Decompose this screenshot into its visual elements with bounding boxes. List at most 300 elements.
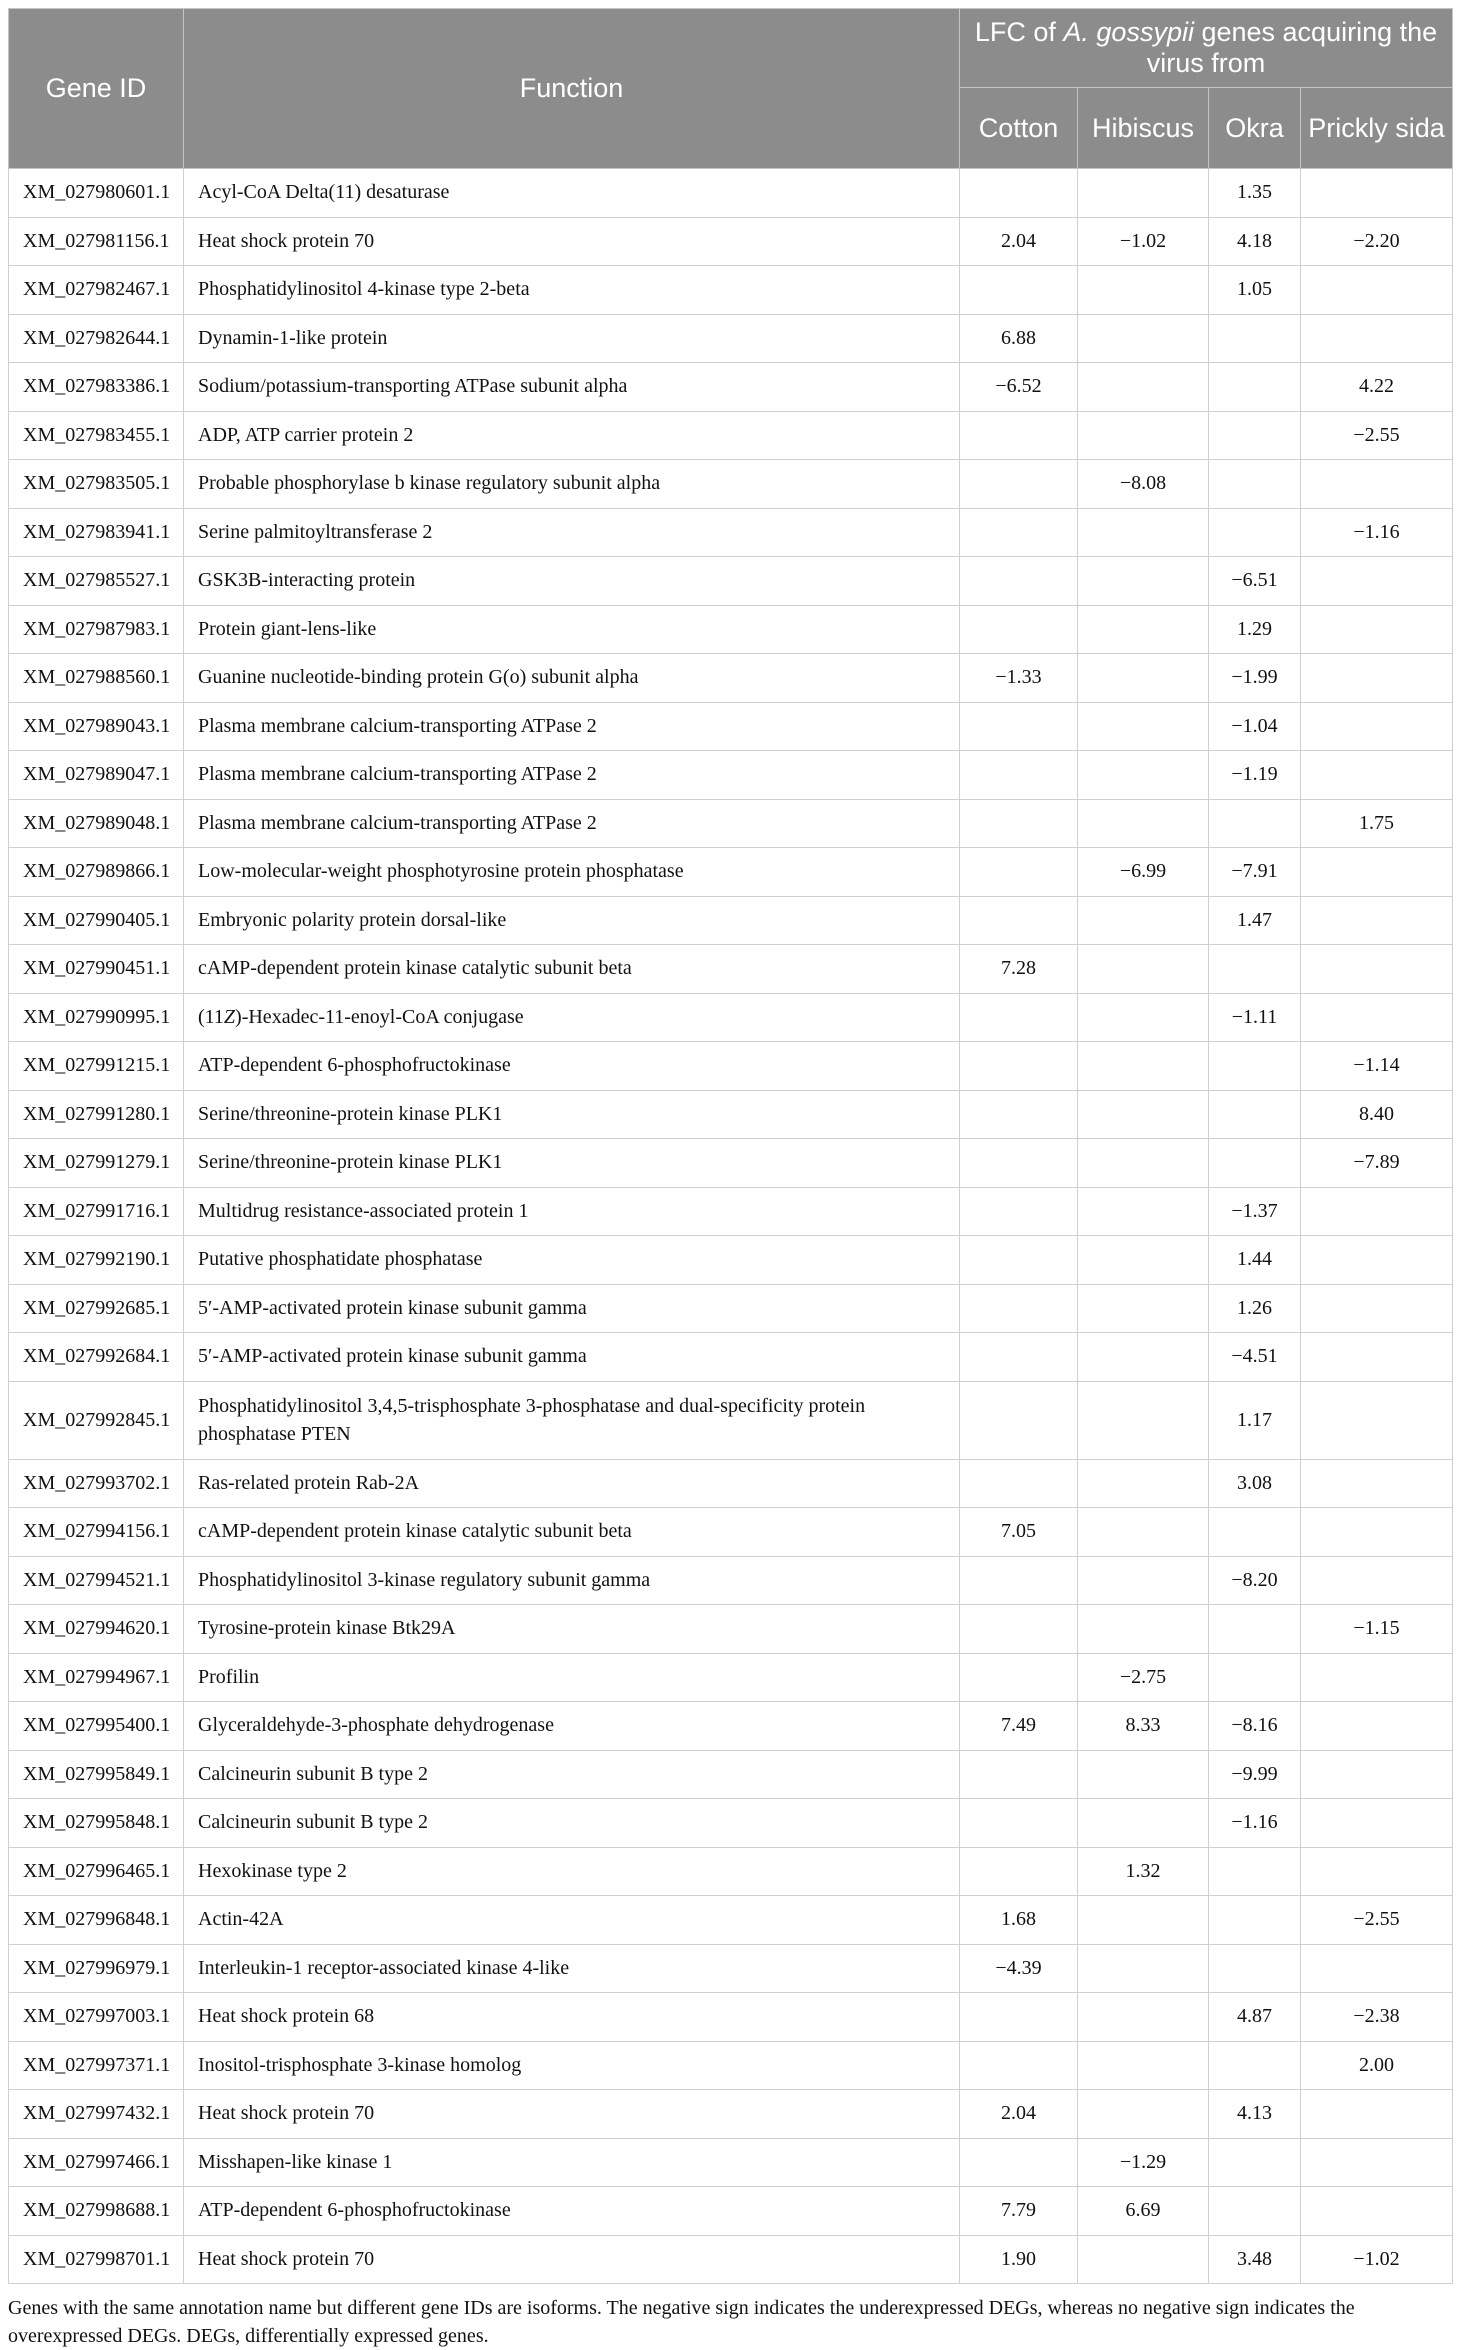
gene-id-cell: XM_027991716.1 <box>9 1187 184 1236</box>
hibiscus-lfc-cell <box>1078 1605 1209 1654</box>
function-cell: Plasma membrane calcium-transporting ATPase 2 <box>184 702 960 751</box>
function-cell: Guanine nucleotide-binding protein G(o) subunit alpha <box>184 654 960 703</box>
okra-lfc-cell <box>1209 1139 1301 1188</box>
cotton-lfc-cell <box>960 169 1078 218</box>
header-prickly-sida: Prickly sida <box>1301 88 1453 169</box>
cotton-lfc-cell: 7.28 <box>960 945 1078 994</box>
table-row <box>9 217 1453 266</box>
hibiscus-lfc-cell <box>1078 1139 1209 1188</box>
table-row <box>9 411 1453 460</box>
okra-lfc-cell <box>1209 2187 1301 2236</box>
gene-id-cell: XM_027992685.1 <box>9 1284 184 1333</box>
function-cell: Heat shock protein 68 <box>184 1993 960 2042</box>
cotton-lfc-cell: 1.90 <box>960 2235 1078 2284</box>
hibiscus-lfc-cell <box>1078 169 1209 218</box>
function-italic-text: Z <box>223 1005 236 1028</box>
cotton-lfc-cell <box>960 751 1078 800</box>
prickly-sida-lfc-cell <box>1301 266 1453 315</box>
cotton-lfc-cell <box>960 508 1078 557</box>
cotton-lfc-cell <box>960 702 1078 751</box>
okra-lfc-cell <box>1209 945 1301 994</box>
hibiscus-lfc-cell <box>1078 605 1209 654</box>
header-lfc-suffix: genes acquiring the virus from <box>1146 17 1438 79</box>
okra-lfc-cell: 3.08 <box>1209 1459 1301 1508</box>
gene-id-cell: XM_027997432.1 <box>9 2090 184 2139</box>
prickly-sida-lfc-cell <box>1301 1702 1453 1751</box>
function-cell: Embryonic polarity protein dorsal-like <box>184 896 960 945</box>
table-row <box>9 557 1453 606</box>
function-cell: Ras-related protein Rab-2A <box>184 1459 960 1508</box>
prickly-sida-lfc-cell <box>1301 751 1453 800</box>
function-cell: Putative phosphatidate phosphatase <box>184 1236 960 1285</box>
prickly-sida-lfc-cell <box>1301 557 1453 606</box>
okra-lfc-cell <box>1209 2041 1301 2090</box>
prickly-sida-lfc-cell <box>1301 848 1453 897</box>
table-header <box>9 9 1453 169</box>
okra-lfc-cell: −8.16 <box>1209 1702 1301 1751</box>
function-cell: 5′-AMP-activated protein kinase subunit gamma <box>184 1284 960 1333</box>
prickly-sida-lfc-cell: 2.00 <box>1301 2041 1453 2090</box>
prickly-sida-lfc-cell <box>1301 1284 1453 1333</box>
cotton-lfc-cell: 7.79 <box>960 2187 1078 2236</box>
cotton-lfc-cell: −6.52 <box>960 363 1078 412</box>
cotton-lfc-cell <box>960 1042 1078 1091</box>
cotton-lfc-cell <box>960 1653 1078 1702</box>
cotton-lfc-cell: 6.88 <box>960 314 1078 363</box>
gene-id-cell: XM_027994156.1 <box>9 1508 184 1557</box>
gene-id-cell: XM_027982467.1 <box>9 266 184 315</box>
cotton-lfc-cell: 2.04 <box>960 2090 1078 2139</box>
prickly-sida-lfc-cell <box>1301 1653 1453 1702</box>
okra-lfc-cell <box>1209 1944 1301 1993</box>
gene-id-cell: XM_027992190.1 <box>9 1236 184 1285</box>
cotton-lfc-cell <box>960 1459 1078 1508</box>
gene-id-cell: XM_027983455.1 <box>9 411 184 460</box>
function-cell: Acyl-CoA Delta(11) desaturase <box>184 169 960 218</box>
prickly-sida-lfc-cell <box>1301 654 1453 703</box>
hibiscus-lfc-cell <box>1078 799 1209 848</box>
cotton-lfc-cell: 2.04 <box>960 217 1078 266</box>
hibiscus-lfc-cell: 8.33 <box>1078 1702 1209 1751</box>
gene-id-cell: XM_027996848.1 <box>9 1896 184 1945</box>
gene-id-cell: XM_027985527.1 <box>9 557 184 606</box>
cotton-lfc-cell <box>960 1236 1078 1285</box>
function-cell: Tyrosine-protein kinase Btk29A <box>184 1605 960 1654</box>
okra-lfc-cell: −1.37 <box>1209 1187 1301 1236</box>
hibiscus-lfc-cell <box>1078 1459 1209 1508</box>
gene-id-cell: XM_027997466.1 <box>9 2138 184 2187</box>
hibiscus-lfc-cell <box>1078 2041 1209 2090</box>
function-cell: Protein giant-lens-like <box>184 605 960 654</box>
cotton-lfc-cell <box>960 1847 1078 1896</box>
gene-id-cell: XM_027996979.1 <box>9 1944 184 1993</box>
table-row <box>9 1139 1453 1188</box>
gene-id-cell: XM_027983386.1 <box>9 363 184 412</box>
prickly-sida-lfc-cell: −2.38 <box>1301 1993 1453 2042</box>
hibiscus-lfc-cell <box>1078 993 1209 1042</box>
cotton-lfc-cell <box>960 1333 1078 1382</box>
table-row <box>9 508 1453 557</box>
hibiscus-lfc-cell <box>1078 1556 1209 1605</box>
function-cell: Hexokinase type 2 <box>184 1847 960 1896</box>
table-row <box>9 945 1453 994</box>
table-row <box>9 993 1453 1042</box>
hibiscus-lfc-cell: −8.08 <box>1078 460 1209 509</box>
gene-id-cell: XM_027990405.1 <box>9 896 184 945</box>
cotton-lfc-cell: −4.39 <box>960 1944 1078 1993</box>
prickly-sida-lfc-cell: −7.89 <box>1301 1139 1453 1188</box>
function-cell: Plasma membrane calcium-transporting ATPase 2 <box>184 799 960 848</box>
hibiscus-lfc-cell <box>1078 266 1209 315</box>
cotton-lfc-cell <box>960 1605 1078 1654</box>
table-row <box>9 2041 1453 2090</box>
okra-lfc-cell <box>1209 1605 1301 1654</box>
header-lfc-prefix: LFC of <box>974 17 1064 48</box>
hibiscus-lfc-cell <box>1078 557 1209 606</box>
table-footnote: Genes with the same annotation name but different gene IDs are isoforms. The negative sign indicates the underexpressed DEGs, whereas no negative sign indicates the overexpressed DEGs. DEGs, differentially expressed genes. <box>8 2297 1355 2347</box>
okra-lfc-cell <box>1209 411 1301 460</box>
gene-id-cell: XM_027998688.1 <box>9 2187 184 2236</box>
hibiscus-lfc-cell <box>1078 1333 1209 1382</box>
okra-lfc-cell: −4.51 <box>1209 1333 1301 1382</box>
okra-lfc-cell: −9.99 <box>1209 1750 1301 1799</box>
okra-lfc-cell <box>1209 1508 1301 1557</box>
cotton-lfc-cell <box>960 557 1078 606</box>
table-body <box>9 169 1453 2284</box>
hibiscus-lfc-cell <box>1078 1236 1209 1285</box>
table-row <box>9 1090 1453 1139</box>
prickly-sida-lfc-cell <box>1301 993 1453 1042</box>
hibiscus-lfc-cell <box>1078 1799 1209 1848</box>
cotton-lfc-cell <box>960 605 1078 654</box>
gene-id-cell: XM_027996465.1 <box>9 1847 184 1896</box>
okra-lfc-cell: −1.19 <box>1209 751 1301 800</box>
prickly-sida-lfc-cell <box>1301 460 1453 509</box>
prickly-sida-lfc-cell <box>1301 1333 1453 1382</box>
okra-lfc-cell: 1.44 <box>1209 1236 1301 1285</box>
function-cell <box>184 993 960 1042</box>
okra-lfc-cell <box>1209 314 1301 363</box>
header-lfc <box>960 9 1453 88</box>
cotton-lfc-cell <box>960 896 1078 945</box>
okra-lfc-cell: 4.13 <box>1209 2090 1301 2139</box>
table-row <box>9 363 1453 412</box>
header-gene-id: Gene ID <box>9 9 184 169</box>
function-cell: Multidrug resistance-associated protein 1 <box>184 1187 960 1236</box>
gene-id-cell: XM_027988560.1 <box>9 654 184 703</box>
cotton-lfc-cell <box>960 799 1078 848</box>
table-row <box>9 1605 1453 1654</box>
gene-id-cell: XM_027991280.1 <box>9 1090 184 1139</box>
prickly-sida-lfc-cell: −2.20 <box>1301 217 1453 266</box>
table-row <box>9 1333 1453 1382</box>
okra-lfc-cell: 1.47 <box>1209 896 1301 945</box>
table-row <box>9 1556 1453 1605</box>
function-cell: Plasma membrane calcium-transporting ATPase 2 <box>184 751 960 800</box>
cotton-lfc-cell <box>960 1381 1078 1459</box>
function-cell: ATP-dependent 6-phosphofructokinase <box>184 1042 960 1091</box>
function-cell: 5′-AMP-activated protein kinase subunit gamma <box>184 1333 960 1382</box>
table-row <box>9 1381 1453 1459</box>
okra-lfc-cell: −1.04 <box>1209 702 1301 751</box>
table-row <box>9 1750 1453 1799</box>
okra-lfc-cell: 1.35 <box>1209 169 1301 218</box>
function-cell: Low-molecular-weight phosphotyrosine protein phosphatase <box>184 848 960 897</box>
table-row <box>9 2235 1453 2284</box>
okra-lfc-cell <box>1209 460 1301 509</box>
table-row <box>9 1459 1453 1508</box>
gene-id-cell: XM_027980601.1 <box>9 169 184 218</box>
table-row <box>9 460 1453 509</box>
table-row <box>9 314 1453 363</box>
function-cell: Profilin <box>184 1653 960 1702</box>
function-cell: Inositol-trisphosphate 3-kinase homolog <box>184 2041 960 2090</box>
gene-id-cell: XM_027997003.1 <box>9 1993 184 2042</box>
function-text: )-Hexadec-11-enoyl-CoA conjugase <box>235 1005 524 1028</box>
function-cell: GSK3B-interacting protein <box>184 557 960 606</box>
okra-lfc-cell: 4.87 <box>1209 1993 1301 2042</box>
function-cell: Misshapen-like kinase 1 <box>184 2138 960 2187</box>
okra-lfc-cell: 4.18 <box>1209 217 1301 266</box>
hibiscus-lfc-cell <box>1078 363 1209 412</box>
gene-id-cell: XM_027995848.1 <box>9 1799 184 1848</box>
prickly-sida-lfc-cell <box>1301 314 1453 363</box>
okra-lfc-cell <box>1209 1090 1301 1139</box>
function-cell: Glyceraldehyde-3-phosphate dehydrogenase <box>184 1702 960 1751</box>
okra-lfc-cell <box>1209 508 1301 557</box>
table-row <box>9 1042 1453 1091</box>
table-row <box>9 1187 1453 1236</box>
gene-id-cell: XM_027990451.1 <box>9 945 184 994</box>
okra-lfc-cell <box>1209 2138 1301 2187</box>
cotton-lfc-cell <box>960 2041 1078 2090</box>
function-cell: Serine/threonine-protein kinase PLK1 <box>184 1139 960 1188</box>
function-cell: Calcineurin subunit B type 2 <box>184 1799 960 1848</box>
table-row <box>9 848 1453 897</box>
table-row <box>9 751 1453 800</box>
okra-lfc-cell: −1.16 <box>1209 1799 1301 1848</box>
function-cell: cAMP-dependent protein kinase catalytic subunit beta <box>184 1508 960 1557</box>
table-row <box>9 1944 1453 1993</box>
cotton-lfc-cell <box>960 411 1078 460</box>
gene-id-cell: XM_027994620.1 <box>9 1605 184 1654</box>
okra-lfc-cell: −6.51 <box>1209 557 1301 606</box>
prickly-sida-lfc-cell: −1.16 <box>1301 508 1453 557</box>
hibiscus-lfc-cell <box>1078 1750 1209 1799</box>
hibiscus-lfc-cell <box>1078 1508 1209 1557</box>
header-function: Function <box>184 9 960 169</box>
function-cell: Serine/threonine-protein kinase PLK1 <box>184 1090 960 1139</box>
prickly-sida-lfc-cell: −2.55 <box>1301 411 1453 460</box>
hibiscus-lfc-cell <box>1078 2090 1209 2139</box>
table-row <box>9 1236 1453 1285</box>
prickly-sida-lfc-cell <box>1301 1381 1453 1459</box>
cotton-lfc-cell <box>960 1187 1078 1236</box>
hibiscus-lfc-cell <box>1078 945 1209 994</box>
table-row <box>9 799 1453 848</box>
table-row <box>9 2090 1453 2139</box>
table-row <box>9 1653 1453 1702</box>
prickly-sida-lfc-cell <box>1301 945 1453 994</box>
gene-id-cell: XM_027994967.1 <box>9 1653 184 1702</box>
okra-lfc-cell <box>1209 363 1301 412</box>
prickly-sida-lfc-cell <box>1301 1187 1453 1236</box>
hibiscus-lfc-cell: −1.29 <box>1078 2138 1209 2187</box>
hibiscus-lfc-cell <box>1078 1187 1209 1236</box>
cotton-lfc-cell <box>960 1993 1078 2042</box>
function-cell: Dynamin-1-like protein <box>184 314 960 363</box>
function-cell: Phosphatidylinositol 4-kinase type 2-beta <box>184 266 960 315</box>
function-cell: Phosphatidylinositol 3-kinase regulatory subunit gamma <box>184 1556 960 1605</box>
gene-id-cell: XM_027993702.1 <box>9 1459 184 1508</box>
header-hibiscus: Hibiscus <box>1078 88 1209 169</box>
prickly-sida-lfc-cell <box>1301 169 1453 218</box>
hibiscus-lfc-cell <box>1078 1042 1209 1091</box>
function-cell: Heat shock protein 70 <box>184 2090 960 2139</box>
hibiscus-lfc-cell <box>1078 1381 1209 1459</box>
table-row <box>9 2187 1453 2236</box>
header-okra: Okra <box>1209 88 1301 169</box>
table-container <box>8 8 1452 2350</box>
function-cell: Phosphatidylinositol 3,4,5-trisphosphate 3-phosphatase and dual-specificity protein phosphatase PTEN <box>184 1381 960 1459</box>
table-row <box>9 1508 1453 1557</box>
function-cell: Heat shock protein 70 <box>184 2235 960 2284</box>
cotton-lfc-cell <box>960 848 1078 897</box>
cotton-lfc-cell <box>960 460 1078 509</box>
prickly-sida-lfc-cell <box>1301 1847 1453 1896</box>
hibiscus-lfc-cell <box>1078 1944 1209 1993</box>
table-row <box>9 1799 1453 1848</box>
hibiscus-lfc-cell <box>1078 702 1209 751</box>
table-row <box>9 1896 1453 1945</box>
prickly-sida-lfc-cell <box>1301 1799 1453 1848</box>
prickly-sida-lfc-cell <box>1301 702 1453 751</box>
hibiscus-lfc-cell <box>1078 1090 1209 1139</box>
prickly-sida-lfc-cell <box>1301 605 1453 654</box>
hibiscus-lfc-cell <box>1078 314 1209 363</box>
gene-id-cell: XM_027998701.1 <box>9 2235 184 2284</box>
hibiscus-lfc-cell <box>1078 1896 1209 1945</box>
table-row <box>9 1284 1453 1333</box>
okra-lfc-cell <box>1209 1847 1301 1896</box>
prickly-sida-lfc-cell <box>1301 1556 1453 1605</box>
gene-id-cell: XM_027991279.1 <box>9 1139 184 1188</box>
cotton-lfc-cell <box>960 1284 1078 1333</box>
hibiscus-lfc-cell <box>1078 751 1209 800</box>
prickly-sida-lfc-cell: −1.14 <box>1301 1042 1453 1091</box>
prickly-sida-lfc-cell <box>1301 1750 1453 1799</box>
function-cell: Actin-42A <box>184 1896 960 1945</box>
function-cell: cAMP-dependent protein kinase catalytic subunit beta <box>184 945 960 994</box>
table-row <box>9 702 1453 751</box>
function-cell: Heat shock protein 70 <box>184 217 960 266</box>
header-cotton: Cotton <box>960 88 1078 169</box>
table-row <box>9 654 1453 703</box>
okra-lfc-cell: 1.29 <box>1209 605 1301 654</box>
hibiscus-lfc-cell <box>1078 508 1209 557</box>
cotton-lfc-cell: 7.49 <box>960 1702 1078 1751</box>
table-row <box>9 896 1453 945</box>
hibiscus-lfc-cell <box>1078 896 1209 945</box>
cotton-lfc-cell <box>960 266 1078 315</box>
prickly-sida-lfc-cell <box>1301 1944 1453 1993</box>
okra-lfc-cell: 1.17 <box>1209 1381 1301 1459</box>
hibiscus-lfc-cell: 6.69 <box>1078 2187 1209 2236</box>
function-cell: ADP, ATP carrier protein 2 <box>184 411 960 460</box>
function-cell: ATP-dependent 6-phosphofructokinase <box>184 2187 960 2236</box>
okra-lfc-cell: 3.48 <box>1209 2235 1301 2284</box>
hibiscus-lfc-cell: −1.02 <box>1078 217 1209 266</box>
prickly-sida-lfc-cell: −1.15 <box>1301 1605 1453 1654</box>
cotton-lfc-cell <box>960 1139 1078 1188</box>
function-cell: Interleukin-1 receptor-associated kinase 4-like <box>184 1944 960 1993</box>
cotton-lfc-cell <box>960 1090 1078 1139</box>
gene-id-cell: XM_027982644.1 <box>9 314 184 363</box>
gene-id-cell: XM_027997371.1 <box>9 2041 184 2090</box>
gene-id-cell: XM_027991215.1 <box>9 1042 184 1091</box>
prickly-sida-lfc-cell <box>1301 2138 1453 2187</box>
okra-lfc-cell <box>1209 1896 1301 1945</box>
cotton-lfc-cell <box>960 1750 1078 1799</box>
table-row <box>9 169 1453 218</box>
prickly-sida-lfc-cell: 1.75 <box>1301 799 1453 848</box>
gene-id-cell: XM_027989866.1 <box>9 848 184 897</box>
function-cell: Calcineurin subunit B type 2 <box>184 1750 960 1799</box>
gene-id-cell: XM_027995849.1 <box>9 1750 184 1799</box>
table-row <box>9 605 1453 654</box>
cotton-lfc-cell <box>960 1556 1078 1605</box>
hibiscus-lfc-cell <box>1078 1284 1209 1333</box>
table-row <box>9 1993 1453 2042</box>
function-cell: Serine palmitoyltransferase 2 <box>184 508 960 557</box>
function-text: (11 <box>198 1005 224 1028</box>
prickly-sida-lfc-cell: 4.22 <box>1301 363 1453 412</box>
hibiscus-lfc-cell: −2.75 <box>1078 1653 1209 1702</box>
cotton-lfc-cell: −1.33 <box>960 654 1078 703</box>
gene-id-cell: XM_027989048.1 <box>9 799 184 848</box>
okra-lfc-cell: −7.91 <box>1209 848 1301 897</box>
prickly-sida-lfc-cell <box>1301 896 1453 945</box>
cotton-lfc-cell: 1.68 <box>960 1896 1078 1945</box>
prickly-sida-lfc-cell <box>1301 2187 1453 2236</box>
prickly-sida-lfc-cell: 8.40 <box>1301 1090 1453 1139</box>
gene-id-cell: XM_027983941.1 <box>9 508 184 557</box>
hibiscus-lfc-cell <box>1078 654 1209 703</box>
okra-lfc-cell <box>1209 1042 1301 1091</box>
okra-lfc-cell: 1.26 <box>1209 1284 1301 1333</box>
table-row <box>9 1702 1453 1751</box>
table-row <box>9 2138 1453 2187</box>
hibiscus-lfc-cell: 1.32 <box>1078 1847 1209 1896</box>
gene-id-cell: XM_027989047.1 <box>9 751 184 800</box>
hibiscus-lfc-cell <box>1078 2235 1209 2284</box>
gene-id-cell: XM_027983505.1 <box>9 460 184 509</box>
deg-table <box>8 8 1453 2284</box>
gene-id-cell: XM_027994521.1 <box>9 1556 184 1605</box>
cotton-lfc-cell <box>960 993 1078 1042</box>
prickly-sida-lfc-cell <box>1301 2090 1453 2139</box>
okra-lfc-cell: −1.99 <box>1209 654 1301 703</box>
header-lfc-species: A. gossypii <box>1063 17 1194 48</box>
cotton-lfc-cell <box>960 1799 1078 1848</box>
hibiscus-lfc-cell <box>1078 1993 1209 2042</box>
table-row <box>9 1847 1453 1896</box>
gene-id-cell: XM_027989043.1 <box>9 702 184 751</box>
prickly-sida-lfc-cell: −2.55 <box>1301 1896 1453 1945</box>
prickly-sida-lfc-cell <box>1301 1508 1453 1557</box>
gene-id-cell: XM_027990995.1 <box>9 993 184 1042</box>
cotton-lfc-cell <box>960 2138 1078 2187</box>
